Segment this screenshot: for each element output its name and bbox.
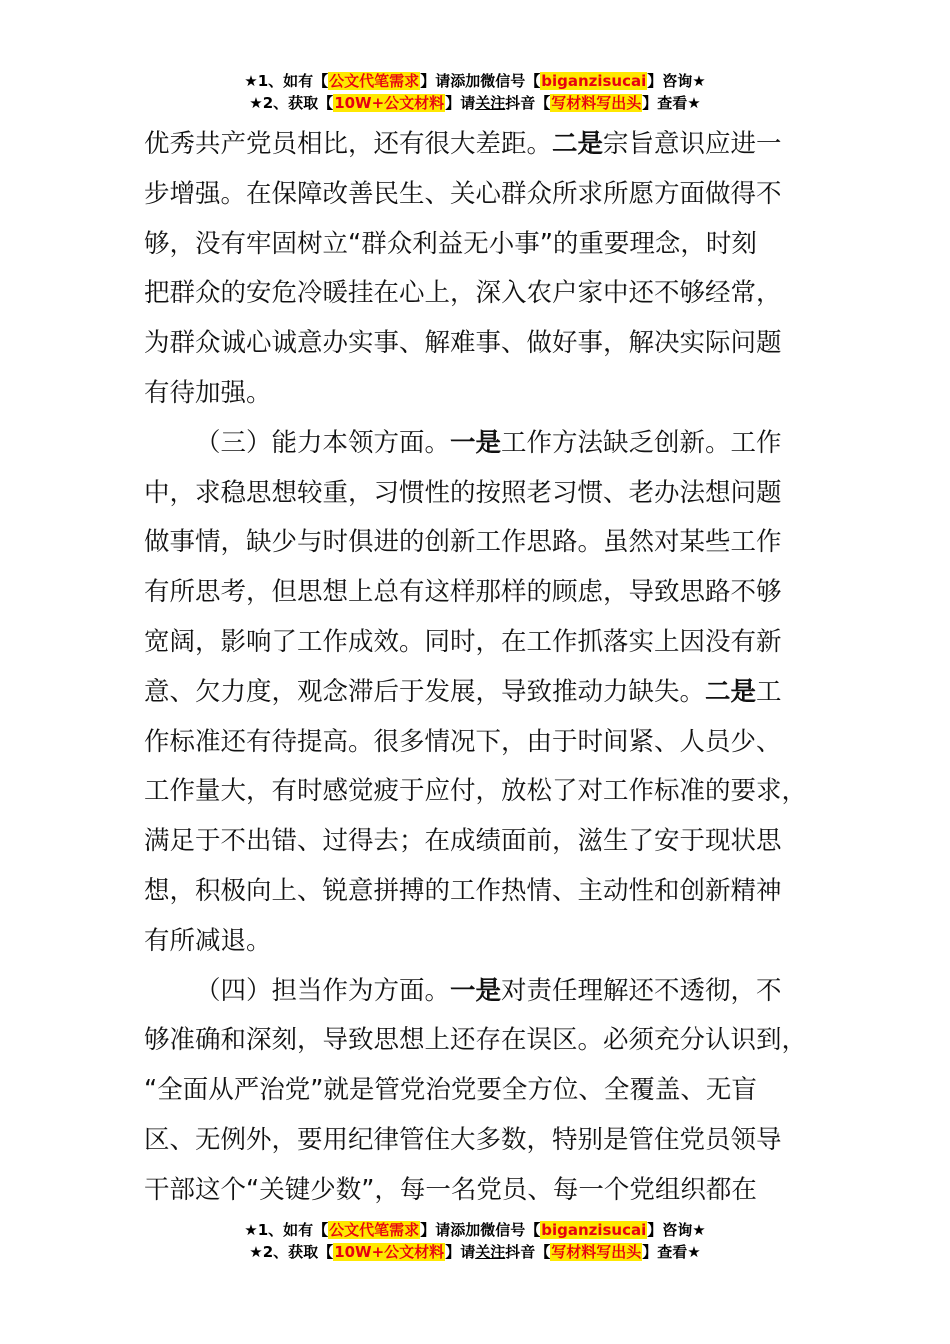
banner-text: 】请添加微信号【 — [420, 72, 541, 90]
text-line: 够准确和深刻，导致思想上还存在误区。必须充分认识到， — [144, 1025, 808, 1056]
banner-line-1 — [0, 1219, 950, 1241]
text-line: 有所减退。 — [144, 925, 272, 956]
banner-highlight: 10W+公文材料 — [334, 94, 445, 112]
text-line: 为群众诚心诚意办实事、解难事、做好事，解决实际问题 — [144, 328, 782, 359]
banner-highlight: 公文代笔需求 — [329, 1221, 420, 1239]
text-run: 优秀共产党员相比，还有很大差距。 — [144, 129, 553, 159]
banner-line-1 — [0, 70, 950, 92]
banner-text: 】查看★ — [642, 1243, 701, 1261]
text-run: （四）担当作为方面。 — [195, 975, 451, 1006]
text-run: 工作方法缺乏创新。工作 — [501, 427, 782, 458]
footer-banner — [0, 1219, 950, 1263]
banner-highlight: biganzisucai — [541, 1221, 647, 1239]
banner-highlight: biganzisucai — [541, 72, 647, 90]
banner-text: 抖音【 — [505, 94, 551, 112]
document-body — [144, 120, 812, 1216]
banner-text: ★1、如有【 — [244, 1221, 329, 1239]
text-line: 有待加强。 — [144, 377, 272, 408]
banner-text: 】咨询★ — [647, 72, 706, 90]
text-line — [144, 967, 812, 1017]
banner-highlight: 公文代笔需求 — [329, 72, 420, 90]
banner-line-2 — [0, 92, 950, 114]
text-line: 想，积极向上、锐意拼搏的工作热情、主动性和创新精神 — [144, 875, 782, 906]
banner-text: 】请 — [445, 1243, 476, 1261]
text-line: 有所思考，但思想上总有这样那样的顾虑，导致思路不够 — [144, 577, 782, 608]
text-line — [144, 419, 812, 469]
text-line: 把群众的安危冷暖挂在心上，深入农户家中还不够经常， — [144, 278, 782, 309]
banner-text: 】查看★ — [642, 94, 701, 112]
header-banner — [0, 70, 950, 114]
banner-highlight: 10W+公文材料 — [334, 1243, 445, 1261]
text-line: 宽阔，影响了工作成效。同时，在工作抓落实上因没有新 — [144, 626, 782, 657]
text-line: “全面从严治党”就是管党治党要全方位、全覆盖、无盲 — [144, 1075, 757, 1106]
text-line — [144, 668, 812, 718]
bold-run: 二是 — [705, 676, 757, 707]
text-run: 宗旨意识应进一 — [603, 129, 782, 159]
banner-underlined: 关注 — [475, 94, 506, 112]
banner-highlight: 写材料写出头 — [551, 94, 642, 112]
text-line: 作标准还有待提高。很多情况下，由于时间紧、人员少、 — [144, 726, 782, 757]
banner-underlined: 关注 — [475, 1243, 506, 1261]
text-line: 满足于不出错、过得去；在成绩面前，滋生了安于现状思 — [144, 826, 782, 857]
text-run: 对责任理解还不透彻，不 — [501, 975, 782, 1006]
bold-run: 一是 — [450, 427, 502, 458]
text-line: 够，没有牢固树立“群众利益无小事”的重要理念，时刻 — [144, 228, 757, 259]
bold-run: 二是 — [552, 129, 604, 159]
text-line: 干部这个“关键少数”，每一名党员、每一个党组织都在 — [144, 1174, 757, 1205]
banner-text: 】请添加微信号【 — [420, 1221, 541, 1239]
text-run: 意、欠力度，观念滞后于发展，导致推动力缺失。 — [144, 676, 706, 707]
banner-text: 】请 — [445, 94, 476, 112]
text-run: 工 — [756, 676, 782, 707]
banner-highlight: 写材料写出头 — [551, 1243, 642, 1261]
text-line — [144, 120, 812, 170]
banner-text: ★2、获取【 — [249, 1243, 334, 1261]
banner-text: ★1、如有【 — [244, 72, 329, 90]
banner-text: 抖音【 — [505, 1243, 551, 1261]
text-line: 工作量大，有时感觉疲于应付，放松了对工作标准的要求， — [144, 776, 808, 807]
banner-text: ★2、获取【 — [249, 94, 334, 112]
text-line: 步增强。在保障改善民生、关心群众所求所愿方面做得不 — [144, 178, 782, 209]
banner-line-2 — [0, 1241, 950, 1263]
text-line: 区、无例外，要用纪律管住大多数，特别是管住党员领导 — [144, 1124, 782, 1155]
text-run: （三）能力本领方面。 — [195, 427, 451, 458]
text-line: 中，求稳思想较重，习惯性的按照老习惯、老办法想问题 — [144, 477, 782, 508]
banner-text: 】咨询★ — [647, 1221, 706, 1239]
text-line: 做事情，缺少与时俱进的创新工作思路。虽然对某些工作 — [144, 527, 782, 558]
bold-run: 一是 — [450, 975, 502, 1006]
